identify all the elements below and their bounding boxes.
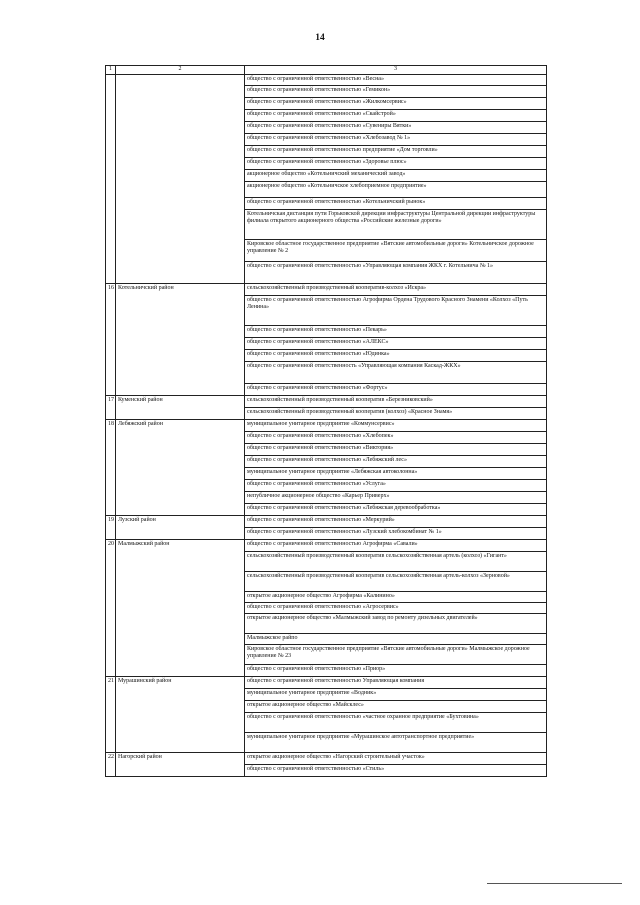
- organization-name: общество с ограниченной ответственностью «Хлебопек»: [245, 431, 547, 443]
- district-name: Нагорский район: [116, 752, 245, 776]
- organization-name: общество с ограниченной ответственностью «Стиль»: [245, 764, 547, 776]
- organization-name: общество с ограниченной ответственностью предприятие «Дом торговли»: [245, 145, 547, 157]
- organization-name: общество с ограниченной ответственностью «Скайстрой»: [245, 109, 547, 121]
- district-number: [106, 75, 116, 284]
- district-number: 20: [106, 539, 116, 676]
- table-row: [106, 75, 547, 86]
- organization-name: общество с ограниченной ответственностью «Гемикон»: [245, 85, 547, 97]
- organization-name: общество с ограниченной ответственностью «Управляющая компания ЖКХ г. Котельнича № 1»: [245, 261, 547, 283]
- organization-name: общество с ограниченной ответственностью «Лебяжская деревообработка»: [245, 503, 547, 515]
- organization-name: общество с ограниченной ответственностью «Лебяжский лес»: [245, 455, 547, 467]
- district-name: Куменский район: [116, 395, 245, 419]
- organization-name: общество с ограниченной ответственностью Агрофирма «Савали»: [245, 539, 547, 551]
- organization-name: общество с ограниченной ответственностью Агрофирма Ордена Трудового Красного Знамени «Колхоз «Путь Ленина»: [245, 295, 547, 325]
- organization-name: общество с ограниченной ответственностью «Хлебозавод № 1»: [245, 133, 547, 145]
- table-row: [106, 419, 547, 431]
- district-name: Котельничский район: [116, 283, 245, 395]
- organization-name: общество с ограниченной ответственностью «Пекарь»: [245, 325, 547, 337]
- organization-name: общество с ограниченной ответственностью «Лузский хлебокомбинат № 1»: [245, 527, 547, 539]
- organization-name: общество с ограниченной ответственностью «частное охранное предприятие «Бухтовина»: [245, 712, 547, 732]
- district-number: 16: [106, 283, 116, 395]
- organization-name: общество с ограниченной ответственностью «Котельничский рынок»: [245, 197, 547, 209]
- organization-name: акционерное общество «Котельничское хлебоприемное предприятие»: [245, 181, 547, 197]
- organization-name: общество с ограниченной ответственностью «Здоровье плюс»: [245, 157, 547, 169]
- footer-rule: [487, 883, 622, 884]
- table-row: [106, 539, 547, 551]
- table-row: [106, 676, 547, 688]
- organization-name: Котельничская дистанция пути Горьковской дирекции инфраструктуры Центральной дирекции инфраструктуры филиала открытого акционерного общества «Российские железные дороги»: [245, 209, 547, 239]
- organization-name: Кировское областное государственное предприятие «Вятские автомобильные дороги» Котельничское дорожное управление № 2: [245, 239, 547, 261]
- organization-name: сельскохозяйственный производственный кооператив сельскохозяйственная артель-колхоз «Зерновой»: [245, 571, 547, 591]
- organization-name: общество с ограниченной ответственностью «Сувениры Вятки»: [245, 121, 547, 133]
- organization-name: общество с ограниченной ответственностью «Меркурий»: [245, 515, 547, 527]
- organization-name: непубличное акционерное общество «Карьер Приверх»: [245, 491, 547, 503]
- district-number: 17: [106, 395, 116, 419]
- header-col-1: 1: [106, 66, 116, 75]
- table-row: [106, 752, 547, 764]
- organization-name: муниципальное унитарное предприятие «Водник»: [245, 688, 547, 700]
- organization-name: открытое акционерное общество «Нагорский строительный участок»: [245, 752, 547, 764]
- organization-name: сельскохозяйственный производственный кооператив-колхоз «Искра»: [245, 283, 547, 295]
- organization-name: общество с ограниченной ответственностью «Фортус»: [245, 383, 547, 395]
- organization-name: муниципальное унитарное предприятие «Лебяжская автоколонна»: [245, 467, 547, 479]
- district-number: 21: [106, 676, 116, 752]
- organizations-table: [105, 65, 547, 777]
- organization-name: общество с ограниченной ответственностью Управляющая компания: [245, 676, 547, 688]
- organization-name: общество с ограниченной ответственностью «Услуга»: [245, 479, 547, 491]
- organization-name: сельскохозяйственный производственный кооператив «Березниковский»: [245, 395, 547, 407]
- organization-name: открытое акционерное общество «Малмыжский завод по ремонту дизельных двигателей»: [245, 613, 547, 633]
- table-row: [106, 395, 547, 407]
- district-name: Лебяжский район: [116, 419, 245, 515]
- table-row: [106, 283, 547, 295]
- organization-name: общество с ограниченной ответственностью «Весна»: [245, 75, 547, 86]
- organization-name: общество с ограниченной ответственность «Управляющая компания Каскад-ЖКХ»: [245, 361, 547, 383]
- table-body: [106, 75, 547, 777]
- header-col-2: 2: [116, 66, 245, 75]
- organization-name: муниципальное унитарное предприятие «Мурашинское автотранспортное предприятие»: [245, 732, 547, 752]
- organization-name: Малмыжское райпо: [245, 633, 547, 644]
- organization-name: общество с ограниченной ответственностью «Агросервис»: [245, 602, 547, 613]
- district-name: Малмыжский район: [116, 539, 245, 676]
- organization-name: сельскохозяйственный производственный кооператив (колхоз) «Красное Знамя»: [245, 407, 547, 419]
- header-col-3: 3: [245, 66, 547, 75]
- district-name: Мурашинский район: [116, 676, 245, 752]
- organization-name: открытое акционерное общество Агрофирма «Калинино»: [245, 591, 547, 602]
- organization-name: муниципальное унитарное предприятие «Коммунсервис»: [245, 419, 547, 431]
- organization-name: открытое акционерное общество «Майсклес»: [245, 700, 547, 712]
- organization-name: сельскохозяйственный производственный кооператив сельскохозяйственная артель (колхоз) «Гигант»: [245, 551, 547, 571]
- organization-name: общество с ограниченной ответственностью «Жилкомсервис»: [245, 97, 547, 109]
- organization-name: общество с ограниченной ответственностью «Виктория»: [245, 443, 547, 455]
- district-number: 22: [106, 752, 116, 776]
- table-header-row: [106, 66, 547, 75]
- page-number: 14: [315, 33, 325, 43]
- organization-name: общество с ограниченной ответственностью «Приор»: [245, 664, 547, 676]
- organization-name: общество с ограниченной ответственностью «Юдинка»: [245, 349, 547, 361]
- district-number: 19: [106, 515, 116, 539]
- organization-name: Кировское областное государственное предприятие «Вятские автомобильные дороги» Малмыжское дорожное управление № 23: [245, 644, 547, 664]
- district-name: Лузский район: [116, 515, 245, 539]
- district-number: 18: [106, 419, 116, 515]
- table-row: [106, 515, 547, 527]
- organization-name: общество с ограниченной ответственностью «АЛЕКС»: [245, 337, 547, 349]
- organization-name: акционерное общество «Котельничский механический завод»: [245, 169, 547, 181]
- district-name: [116, 75, 245, 284]
